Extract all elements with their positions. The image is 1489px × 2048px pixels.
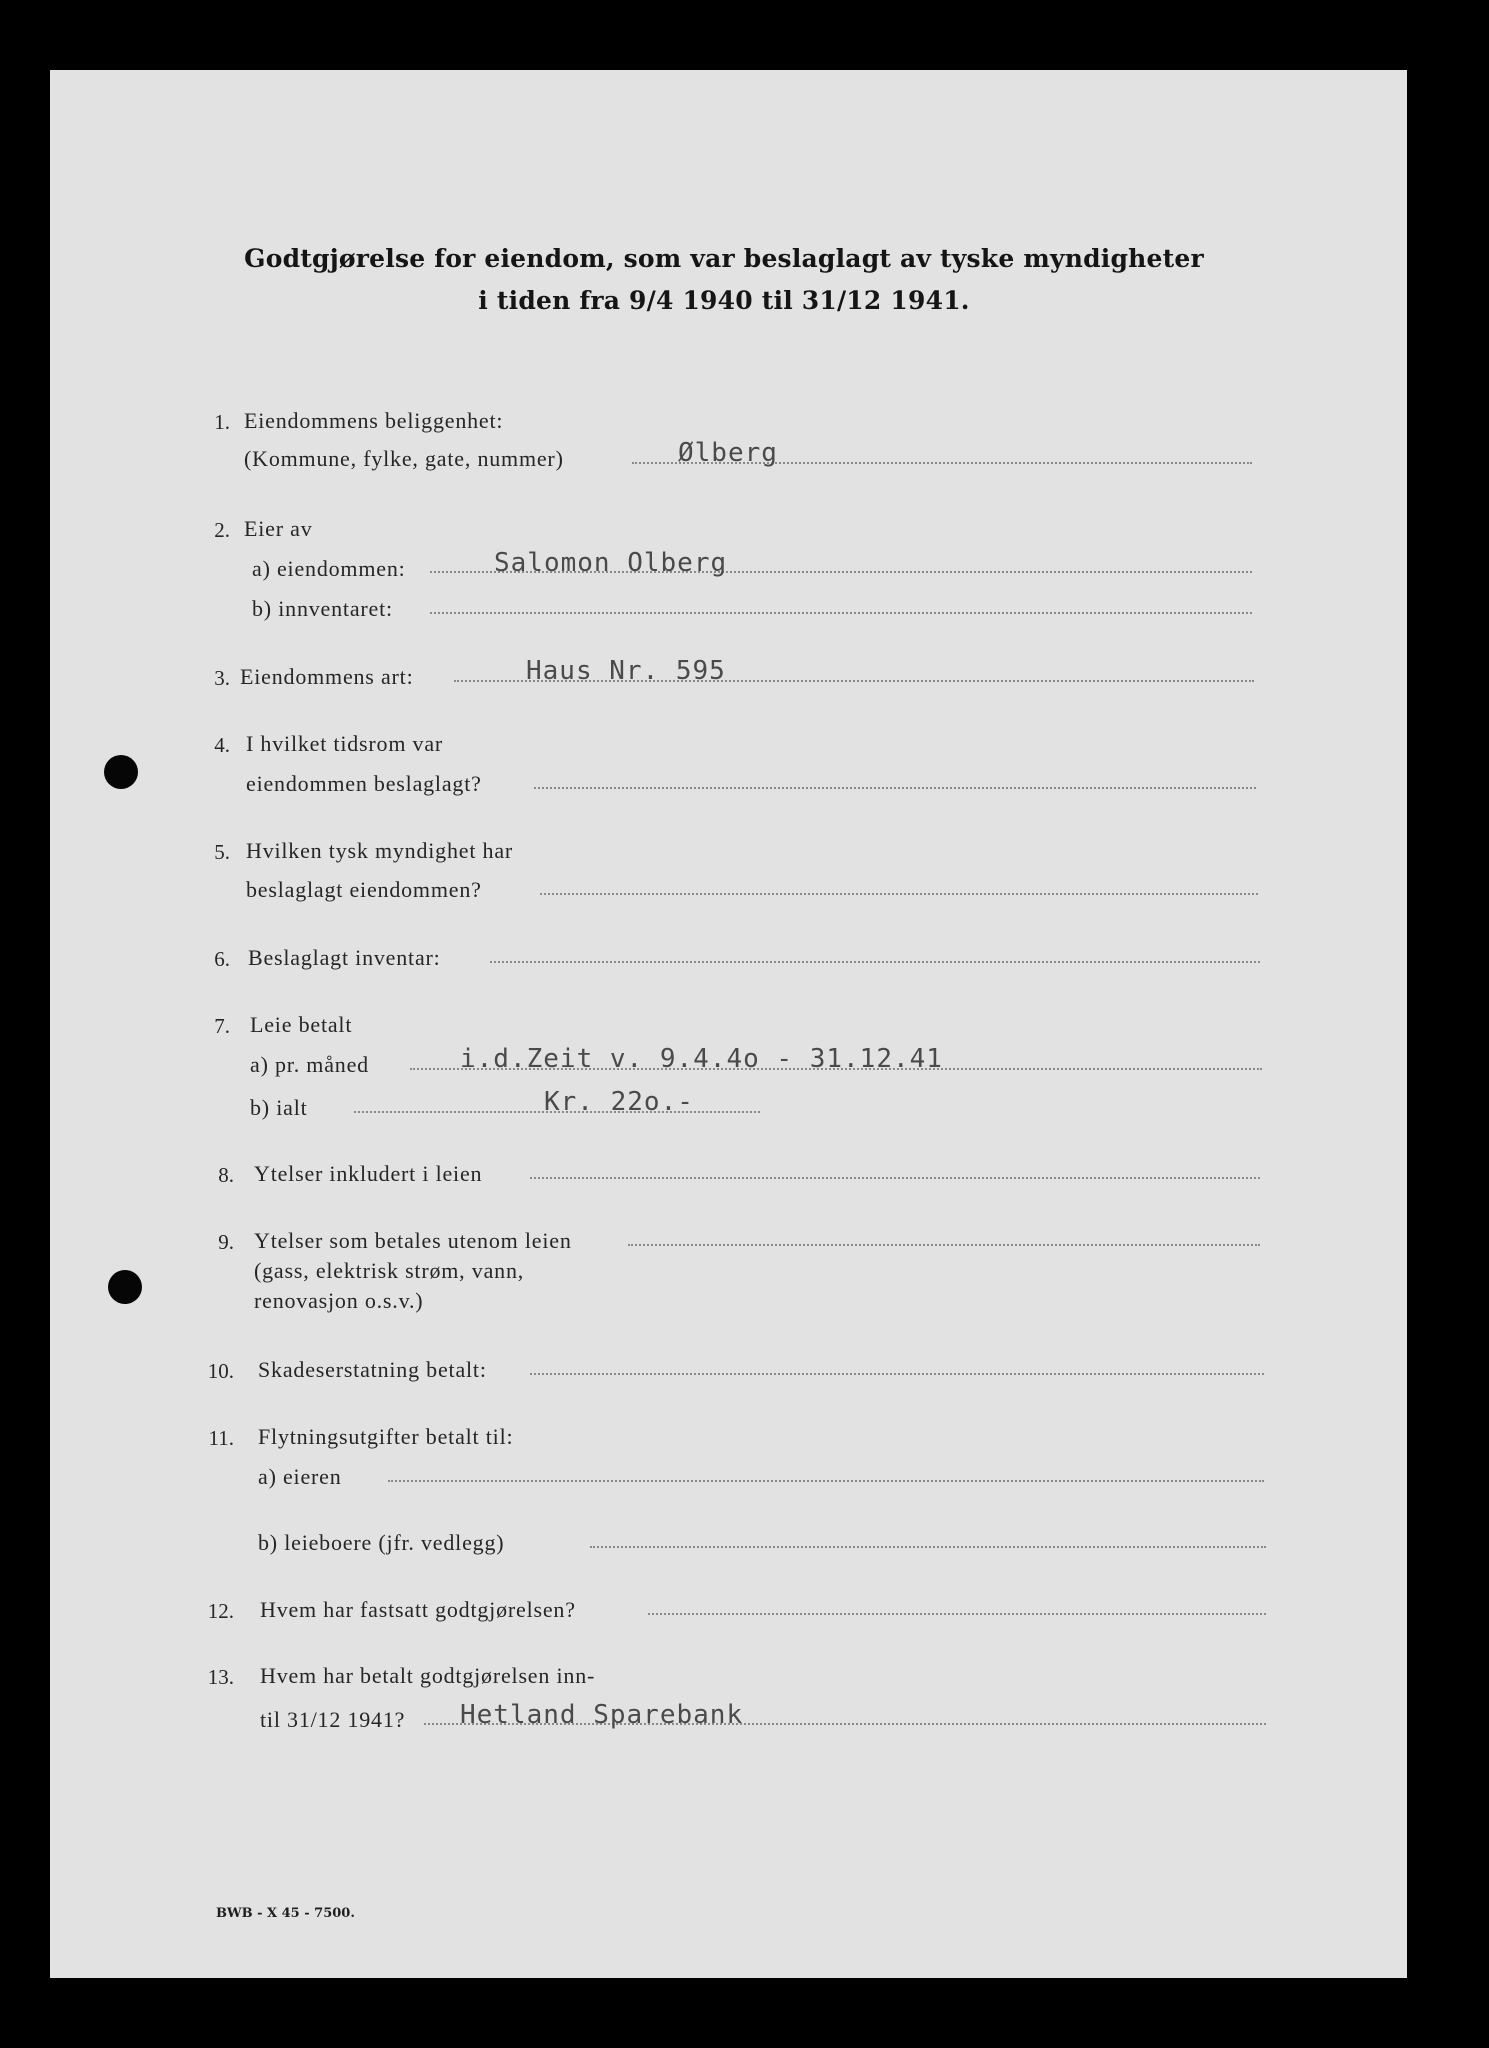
item-11a-answer-line [388, 1480, 1264, 1482]
item-6-answer-line [490, 961, 1260, 963]
item-5-answer-line [540, 893, 1258, 895]
item-11-label: Flytningsutgifter betalt til: [258, 1424, 514, 1449]
item-3-answer: Haus Nr. 595 [526, 656, 726, 686]
item-4-number: 4. [214, 733, 230, 757]
item-9-number: 9. [218, 1230, 234, 1254]
item-13-number: 13. [207, 1665, 234, 1689]
item-3-label: Eiendommens art: [240, 664, 414, 689]
item-1-answer: Ølberg [678, 438, 778, 468]
item-2-number: 2. [214, 518, 230, 542]
form-title-line-2: i tiden fra 9/4 1940 til 31/12 1941. [478, 286, 970, 315]
punch-hole-upper [104, 755, 138, 789]
item-1-label: Eiendommens beliggenhet: [244, 408, 504, 433]
item-11b-answer-line [590, 1546, 1266, 1548]
item-10-label: Skadeserstatning betalt: [258, 1357, 487, 1382]
item-2a-answer: Salomon Olberg [494, 548, 728, 578]
item-2a-label: a) eiendommen: [252, 556, 406, 581]
item-1-number: 1. [214, 410, 230, 434]
item-5-label: Hvilken tysk myndighet har [246, 838, 514, 863]
item-5-number: 5. [214, 840, 230, 864]
item-10-number: 10. [207, 1359, 234, 1383]
item-4-answer-line [534, 787, 1256, 789]
item-7b-label: b) ialt [250, 1095, 308, 1120]
form-title-line-1: Godtgjørelse for eiendom, som var beslaglagt av tyske myndigheter [244, 244, 1204, 273]
item-8-answer-line [530, 1177, 1260, 1179]
item-13-answer: Hetland Sparebank [460, 1700, 744, 1730]
item-9-sublabel-1: (gass, elektrisk strøm, vann, [254, 1258, 525, 1283]
item-7-label: Leie betalt [250, 1012, 353, 1037]
item-13-label: Hvem har betalt godtgjørelsen inn- [260, 1663, 596, 1688]
item-2b-label: b) innventaret: [252, 596, 393, 621]
item-11b-label: b) leieboere (jfr. vedlegg) [258, 1530, 505, 1555]
item-7-number: 7. [214, 1014, 230, 1038]
print-code: BWB - X 45 - 7500. [216, 1906, 355, 1921]
item-12-label: Hvem har fastsatt godtgjørelsen? [260, 1597, 576, 1622]
item-10-answer-line [530, 1373, 1264, 1375]
item-12-number: 12. [207, 1599, 234, 1623]
item-9-label: Ytelser som betales utenom leien [254, 1228, 572, 1253]
item-2b-answer-line [430, 612, 1252, 614]
item-2-label: Eier av [244, 516, 313, 541]
item-5-sublabel: beslaglagt eiendommen? [246, 877, 482, 902]
item-12-answer-line [648, 1613, 1266, 1615]
item-3-number: 3. [214, 666, 230, 690]
item-6-number: 6. [214, 947, 230, 971]
item-9-sublabel-2: renovasjon o.s.v.) [254, 1288, 424, 1313]
item-7a-answer: i.d.Zeit v. 9.4.4o - 31.12.41 [460, 1044, 943, 1074]
item-11-number: 11. [208, 1426, 234, 1450]
item-8-number: 8. [218, 1163, 234, 1187]
item-8-label: Ytelser inkludert i leien [254, 1161, 483, 1186]
item-13-sublabel: til 31/12 1941? [260, 1707, 406, 1732]
item-7b-answer: Kr. 22o.- [544, 1087, 694, 1117]
item-7a-label: a) pr. måned [250, 1052, 369, 1077]
item-4-sublabel: eiendommen beslaglagt? [246, 771, 482, 796]
item-6-label: Beslaglagt inventar: [248, 945, 441, 970]
item-4-label: I hvilket tidsrom var [246, 731, 444, 756]
item-1-sublabel: (Kommune, fylke, gate, nummer) [244, 446, 564, 471]
item-11a-label: a) eieren [258, 1464, 342, 1489]
punch-hole-lower [108, 1270, 142, 1304]
item-9-answer-line [628, 1244, 1260, 1246]
